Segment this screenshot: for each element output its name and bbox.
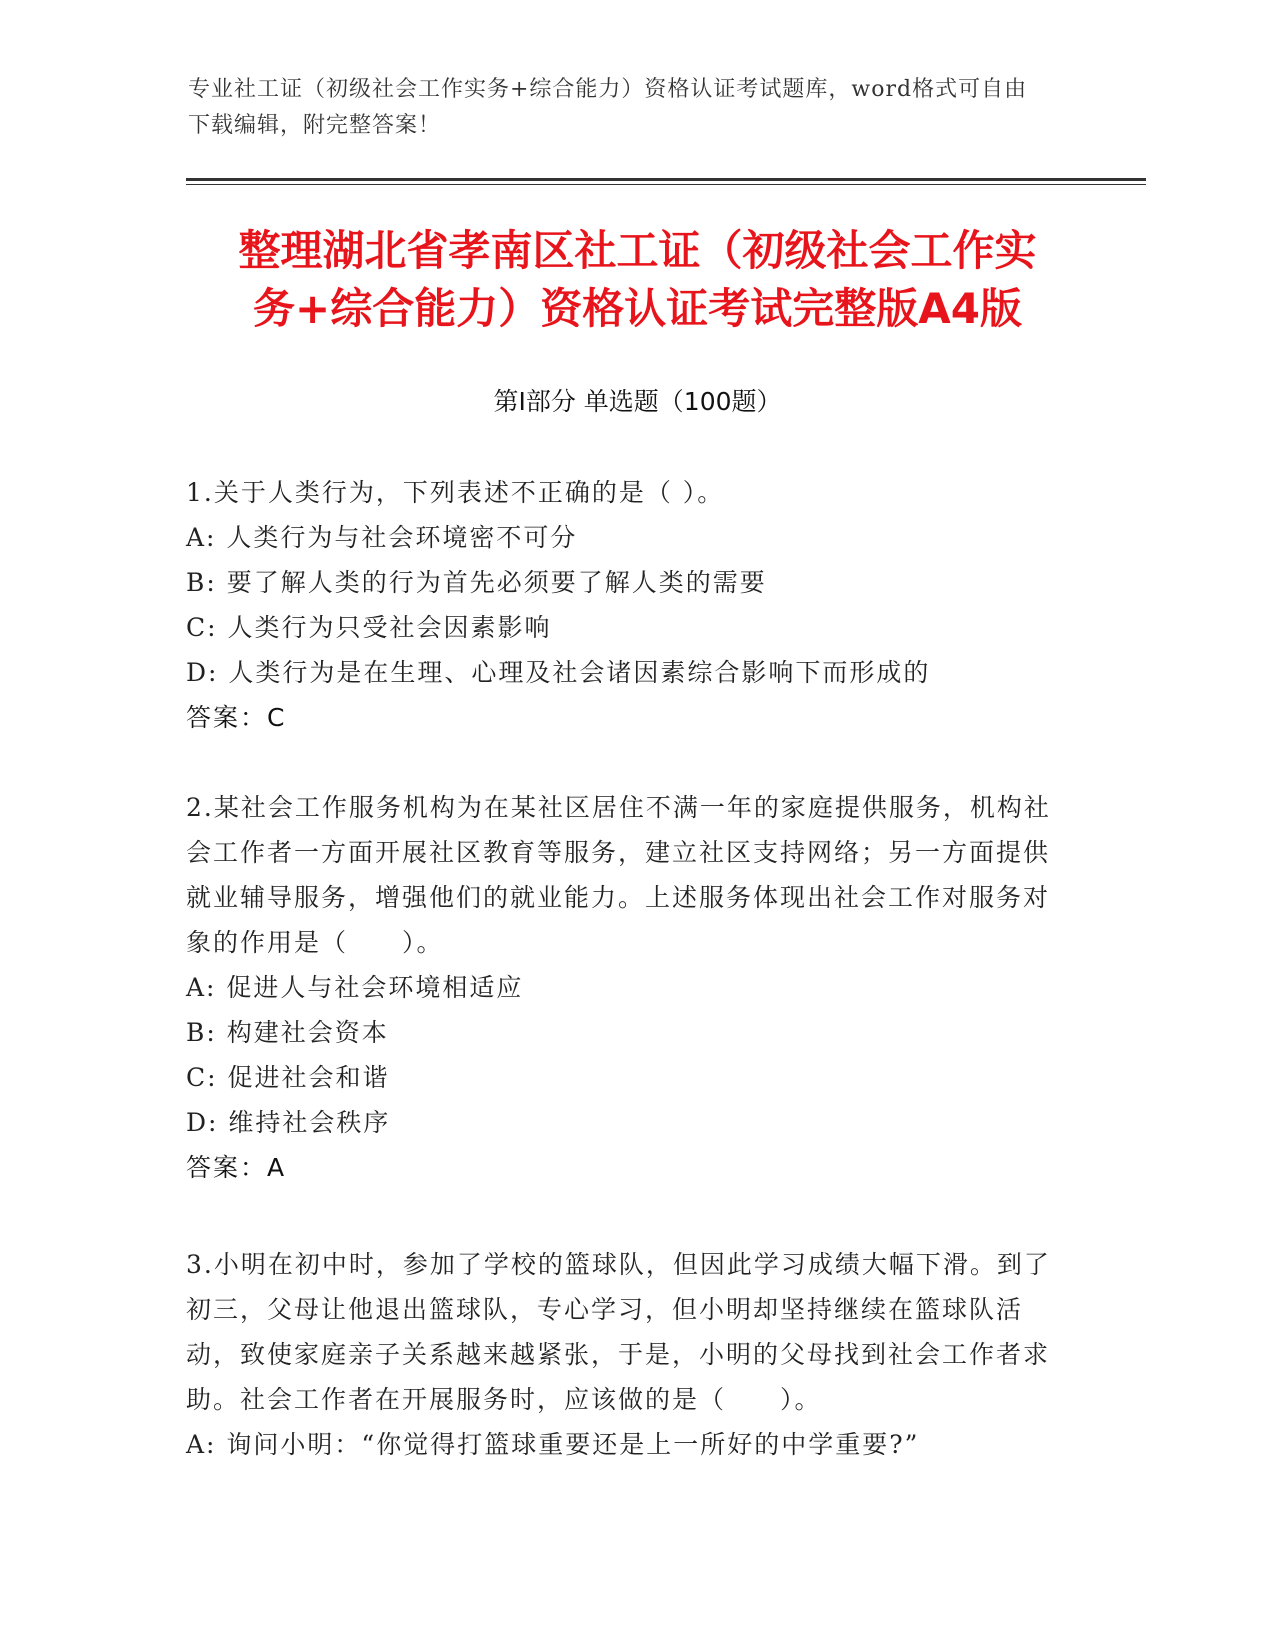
section-heading: 第Ⅰ部分 单选题（100题）	[493, 387, 782, 416]
question-1-stem: 1.关于人类行为，下列表述不正确的是（ ）。	[186, 478, 725, 507]
document-title-line-2: 务+综合能力）资格认证考试完整版A4版	[253, 284, 1022, 333]
question-2-option-d: D: 维持社会秩序	[186, 1108, 391, 1137]
question-1	[186, 470, 1066, 740]
question-3-option-a: A: 询问小明：“你觉得打篮球重要还是上一所好的中学重要?”	[186, 1430, 920, 1459]
question-3-stem: 3.小明在初中时，参加了学校的篮球队，但因此学习成绩大幅下滑。到了初三，父母让他退出篮球队，专心学习，但小明却坚持继续在篮球队活动，致使家庭亲子关系越来越紧张，于是，小明的父母找到社会工作者求助。社会工作者在开展服务时，应该做的是（ ）。	[186, 1250, 1051, 1414]
header-note-line-1: 专业社工证（初级社会工作实务+综合能力）资格认证考试题库，word格式可自由	[188, 77, 1028, 102]
question-1-option-d: D: 人类行为是在生理、心理及社会诸因素综合影响下而形成的	[186, 658, 931, 687]
question-2-option-a: A: 促进人与社会环境相适应	[186, 973, 524, 1002]
question-1-option-a: A: 人类行为与社会环境密不可分	[186, 523, 578, 552]
question-2-option-b: B: 构建社会资本	[186, 1018, 389, 1047]
document-title	[160, 222, 1115, 338]
question-2-option-c: C: 促进社会和谐	[186, 1063, 390, 1092]
question-2	[186, 785, 1066, 1190]
header-divider-thin	[186, 184, 1146, 185]
question-1-option-b: B: 要了解人类的行为首先必须要了解人类的需要	[186, 568, 767, 597]
document-title-line-1: 整理湖北省孝南区社工证（初级社会工作实	[238, 226, 1037, 275]
header-note-line-2: 下载编辑，附完整答案！	[188, 113, 442, 138]
question-3	[186, 1242, 1066, 1467]
header-note	[188, 72, 1088, 144]
question-1-option-c: C: 人类行为只受社会因素影响	[186, 613, 552, 642]
question-2-answer: 答案：A	[186, 1153, 287, 1182]
header-divider-thick	[186, 178, 1146, 181]
question-2-stem: 2.某社会工作服务机构为在某社区居住不满一年的家庭提供服务，机构社会工作者一方面开展社区教育等服务，建立社区支持网络；另一方面提供就业辅导服务，增强他们的就业能力。上述服务体现出社会工作对服务对象的作用是（ ）。	[186, 793, 1051, 957]
question-1-answer: 答案：C	[186, 703, 287, 732]
